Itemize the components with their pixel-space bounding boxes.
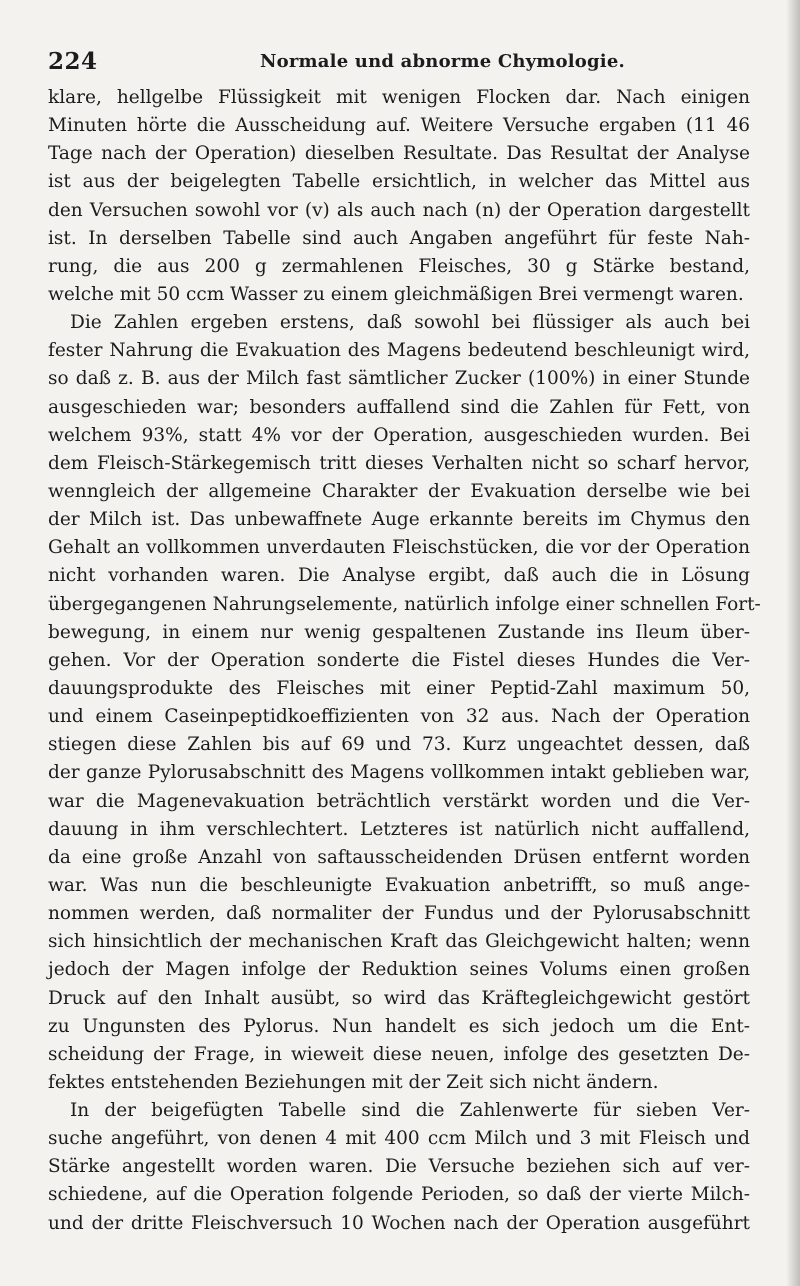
text-line: ist aus der beigelegten Tabelle ersichtlich, in welcher das Mittel aus [48, 171, 750, 193]
text-line: so daß z. B. aus der Milch fast sämtlicher Zucker (100%) in einer Stunde [48, 368, 750, 390]
text-line: Die Zahlen ergeben erstens, daß sowohl bei flüssiger als auch bei [70, 312, 750, 334]
text-line: bewegung, in einem nur wenig gespaltenen Zustande ins Ileum über- [48, 621, 750, 643]
text-line: der Milch ist. Das unbewaffnete Auge erkannte bereits im Chymus den [48, 509, 750, 531]
text-line: gehen. Vor der Operation sonderte die Fistel dieses Hundes die Ver- [48, 649, 750, 671]
text-line: wenngleich der allgemeine Charakter der Evakuation derselbe wie bei [48, 480, 750, 502]
text-line: nommen werden, daß normaliter der Fundus und der Pylorusabschnitt [48, 903, 750, 925]
text-line: und der dritte Fleischversuch 10 Wochen nach der Operation ausgeführt [48, 1212, 750, 1234]
text-line: suche angeführt, von denen 4 mit 400 ccm Milch und 3 mit Fleisch und [48, 1128, 750, 1150]
text-line: da eine große Anzahl von saftausscheidenden Drüsen entfernt worden [48, 846, 750, 868]
text-line: dauungsprodukte des Fleisches mit einer Peptid-Zahl maximum 50, [48, 677, 750, 699]
text-line: rung, die aus 200 g zermahlenen Fleisches, 30 g Stärke bestand, [48, 255, 750, 277]
text-line: Gehalt an vollkommen unverdauten Fleischstücken, die vor der Operation [48, 537, 750, 559]
text-line: Minuten hörte die Ausscheidung auf. Weitere Versuche ergaben (11 46 [48, 115, 750, 137]
page-header [48, 48, 748, 78]
text-line: ist. In derselben Tabelle sind auch Angaben angeführt für feste Nah- [48, 227, 750, 249]
text-line: Druck auf den Inhalt ausübt, so wird das Kräftegleichgewicht gestört [48, 987, 750, 1009]
page-edge-shadow [786, 0, 800, 1286]
text-line: scheidung der Frage, in wieweit diese neuen, infolge des gesetzten De- [48, 1043, 750, 1065]
body-text [48, 84, 761, 1238]
text-line: der ganze Pylorusabschnitt des Magens vollkommen intakt geblieben war, [48, 762, 750, 784]
text-line: fester Nahrung die Evakuation des Magens bedeutend beschleunigt wird, [48, 340, 750, 362]
text-line: dauung in ihm verschlechtert. Letzteres ist natürlich nicht auffallend, [48, 818, 750, 840]
text-line: nicht vorhanden waren. Die Analyse ergibt, daß auch die in Lösung [48, 565, 750, 587]
text-line: den Versuchen sowohl vor (v) als auch nach (n) der Operation dargestellt [48, 199, 750, 221]
text-line: und einem Caseinpeptidkoeffizienten von 32 aus. Nach der Operation [48, 706, 750, 728]
text-line: jedoch der Magen infolge der Reduktion seines Volums einen großen [48, 959, 750, 981]
text-line: zu Ungunsten des Pylorus. Nun handelt es sich jedoch um die Ent- [48, 1015, 750, 1037]
text-line: fektes entstehenden Beziehungen mit der Zeit sich nicht ändern. [48, 1071, 659, 1093]
text-line: übergegangenen Nahrungselemente, natürlich infolge einer schnellen Fort- [48, 593, 761, 615]
text-line: klare, hellgelbe Flüssigkeit mit wenigen Flocken dar. Nach einigen [48, 87, 750, 108]
text-line: welche mit 50 ccm Wasser zu einem gleichmäßigen Brei vermengt waren. [48, 283, 744, 305]
text-line: Stärke angestellt worden waren. Die Versuche beziehen sich auf ver- [48, 1156, 750, 1178]
text-line: sich hinsichtlich der mechanischen Kraft das Gleichgewicht halten; wenn [48, 931, 750, 953]
text-line: war die Magenevakuation beträchtlich verstärkt worden und die Ver- [48, 790, 750, 812]
text-line: ausgeschieden war; besonders auffallend sind die Zahlen für Fett, von [48, 396, 750, 418]
text-line: schiedene, auf die Operation folgende Perioden, so daß der vierte Milch- [48, 1184, 750, 1206]
text-line: war. Was nun die beschleunigte Evakuation anbetrifft, so muß ange- [48, 874, 750, 896]
text-line: welchem 93%, statt 4% vor der Operation, ausgeschieden wurden. Bei [48, 424, 750, 446]
text-line: In der beigefügten Tabelle sind die Zahlenwerte für sieben Ver- [70, 1100, 750, 1122]
text-line: Tage nach der Operation) dieselben Resultate. Das Resultat der Analyse [48, 143, 750, 165]
text-line: dem Fleisch-Stärkegemisch tritt dieses Verhalten nicht so scharf hervor, [48, 452, 750, 474]
running-head: Normale und abnorme Chymologie. [260, 51, 625, 72]
page-number: 224 [48, 48, 98, 75]
text-line: stiegen diese Zahlen bis auf 69 und 73. Kurz ungeachtet dessen, daß [48, 734, 750, 756]
